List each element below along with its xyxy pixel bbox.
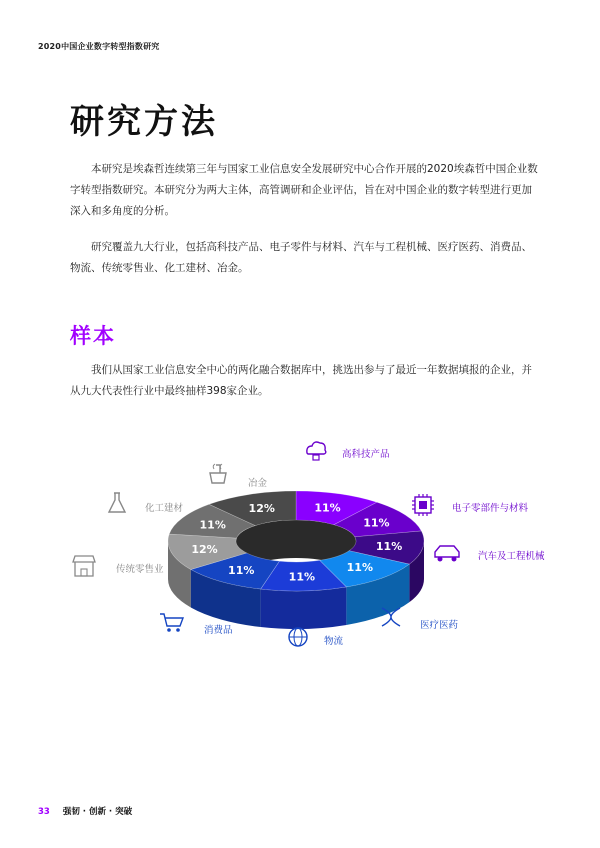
data-label: 11% <box>199 518 226 532</box>
data-label: 11% <box>375 539 403 553</box>
ladle-icon <box>210 464 226 483</box>
data-label: 12% <box>191 543 218 557</box>
category-label: 化工建材 <box>145 503 184 514</box>
car-icon <box>435 546 459 562</box>
page-footer <box>38 805 132 817</box>
running-header: 2020中国企业数字转型指数研究 <box>38 42 160 51</box>
category-label: 物流 <box>324 636 344 647</box>
industry-donut-chart <box>0 420 600 690</box>
page-number: 33 <box>38 807 50 817</box>
category-label: 汽车及工程机械 <box>478 551 545 562</box>
data-label: 11% <box>228 563 255 577</box>
sample-paragraph: 我们从国家工业信息安全中心的两化融合数据库中，挑选出参与了最近一年数据填报的企业，并从九大代表性行业中最终抽样398家企业。 <box>70 364 532 397</box>
category-label: 医疗医药 <box>420 620 459 631</box>
data-label: 12% <box>248 501 275 515</box>
data-label: 11% <box>314 501 341 515</box>
data-label: 11% <box>288 570 316 584</box>
intro-paragraph: 本研究是埃森哲连续第三年与国家工业信息安全发展研究中心合作开展的2020埃森哲中国企业数字转型指数研究。本研究分为两大主体，高管调研和企业评估，旨在对中国企业的数字转型进行更加深入和多角度的分析。 <box>70 163 538 217</box>
footer-slogan: 强韧 · 创新 · 突破 <box>62 807 133 817</box>
category-label: 电子零部件与材料 <box>452 503 529 514</box>
shopping-cart-icon <box>160 614 183 632</box>
coverage-paragraph: 研究覆盖九大行业，包括高科技产品、电子零件与材料、汽车与工程机械、医疗医药、消费品、物流、传统零售业、化工建材、冶金。 <box>70 241 532 274</box>
globe-icon <box>289 628 307 646</box>
data-label: 11% <box>346 561 374 575</box>
flask-icon <box>109 493 125 512</box>
sample-title: 样本 <box>70 324 116 348</box>
cloud-chip-icon <box>307 442 326 460</box>
category-label: 传统零售业 <box>116 564 164 575</box>
microchip-icon <box>412 494 434 516</box>
data-label: 11% <box>363 516 390 530</box>
category-label: 高科技产品 <box>342 449 390 460</box>
category-label: 消费品 <box>204 625 233 636</box>
storefront-icon <box>73 556 95 576</box>
page-title: 研究方法 <box>70 102 218 142</box>
category-label: 冶金 <box>248 478 268 489</box>
donut-side-4 <box>261 587 347 629</box>
